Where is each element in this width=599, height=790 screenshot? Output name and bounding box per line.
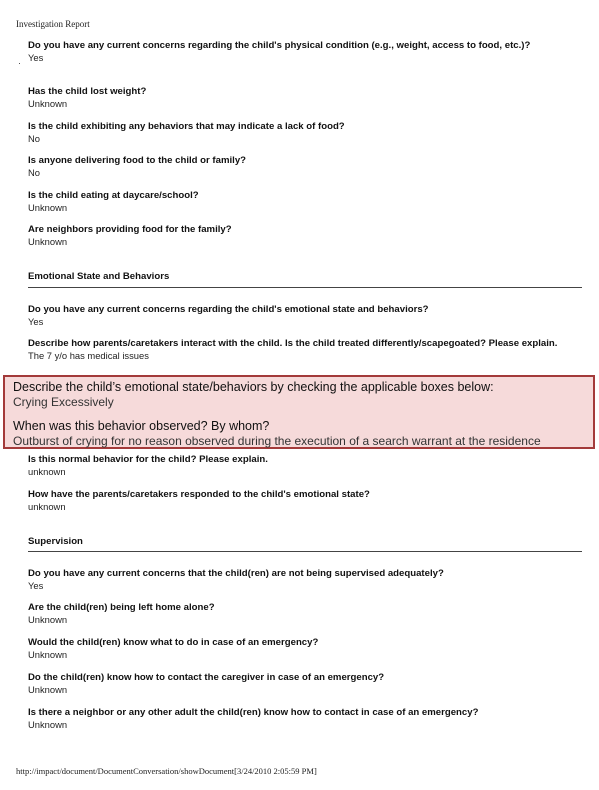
question: Has the child lost weight? (28, 86, 147, 97)
qa-lack-of-food (28, 121, 583, 145)
answer: unknown (28, 501, 66, 512)
question: Is this normal behavior for the child? Please explain. (28, 454, 268, 465)
highlight-question: Describe the child’s emotional state/behaviors by checking the applicable boxes below: (13, 380, 494, 394)
qa-normal-behavior (28, 454, 583, 478)
question: Is the child eating at daycare/school? (28, 190, 199, 201)
section-divider (28, 551, 582, 552)
question: Do the child(ren) know how to contact the caregiver in case of an emergency? (28, 672, 385, 683)
qa-supervision-concerns (28, 568, 583, 592)
section-title-supervision: Supervision (28, 536, 83, 547)
qa-food-delivery (28, 155, 583, 179)
question: Would the child(ren) know what to do in case of an emergency? (28, 637, 319, 648)
qa-contact-caregiver (28, 672, 583, 696)
report-header: Investigation Report (16, 19, 90, 29)
scan-mark: · (18, 58, 21, 68)
qa-parent-response (28, 489, 583, 513)
question: Do you have any current concerns regarding the child's physical condition (e.g., weight, access to food, etc.)? (28, 40, 531, 51)
question: How have the parents/caretakers responded to the child's emotional state? (28, 489, 370, 500)
answer: Unknown (28, 98, 68, 109)
answer: Unknown (28, 202, 68, 213)
qa-neighbors-food (28, 224, 583, 248)
qa-lost-weight (28, 86, 583, 110)
answer: No (28, 133, 40, 144)
question: Is the child exhibiting any behaviors that may indicate a lack of food? (28, 121, 345, 132)
section-divider (28, 287, 582, 288)
section-title-emotional: Emotional State and Behaviors (28, 271, 170, 282)
question: Describe how parents/caretakers interact with the child. Is the child treated differently/scapegoated? Please explain. (28, 338, 558, 349)
highlight-answer: Crying Excessively (13, 395, 114, 409)
qa-left-home-alone (28, 602, 583, 626)
highlight-answer: Outburst of crying for no reason observed during the execution of a search warrant at the residence (13, 434, 541, 448)
qa-emotional-concerns (28, 304, 583, 328)
answer: No (28, 167, 40, 178)
highlight-question: When was this behavior observed? By whom? (13, 419, 270, 433)
answer: Unknown (28, 649, 68, 660)
answer: Unknown (28, 236, 68, 247)
answer: Unknown (28, 719, 68, 730)
qa-contact-neighbor (28, 707, 583, 731)
question: Do you have any current concerns that the child(ren) are not being supervised adequately? (28, 568, 444, 579)
qa-parent-interaction (28, 338, 583, 362)
qa-emergency-knowledge (28, 637, 583, 661)
question: Do you have any current concerns regarding the child's emotional state and behaviors? (28, 304, 429, 315)
qa-physical-condition (28, 40, 583, 64)
question: Is there a neighbor or any other adult the child(ren) know how to contact in case of an emergency? (28, 707, 479, 718)
answer: Unknown (28, 614, 68, 625)
answer: unknown (28, 466, 66, 477)
qa-eating-at-school (28, 190, 583, 214)
question: Is anyone delivering food to the child or family? (28, 155, 247, 166)
question: Are the child(ren) being left home alone? (28, 602, 215, 613)
page-footer-url: http://impact/document/DocumentConversation/showDocument[3/24/2010 2:05:59 PM] (16, 766, 317, 776)
answer: The 7 y/o has medical issues (28, 350, 149, 361)
answer: Unknown (28, 684, 68, 695)
answer: Yes (28, 580, 44, 591)
question: Are neighbors providing food for the family? (28, 224, 232, 235)
answer: Yes (28, 316, 44, 327)
answer: Yes (28, 52, 44, 63)
highlight-box (3, 375, 595, 449)
